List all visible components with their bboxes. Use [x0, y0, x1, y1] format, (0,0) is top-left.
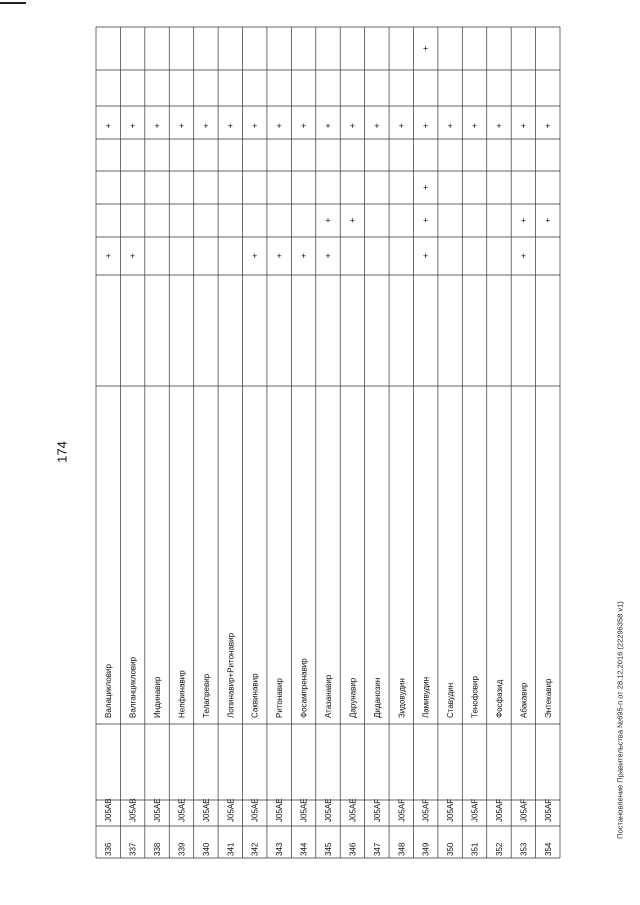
- plus-mark: +: [496, 121, 502, 131]
- drug-name: Телапревир: [201, 673, 211, 718]
- atc-code: J05AF: [372, 798, 382, 822]
- atc-code: J05AE: [177, 798, 187, 822]
- plus-mark: +: [203, 121, 209, 131]
- drug-name: Ставудин: [446, 682, 456, 718]
- row-number: 341: [226, 842, 236, 856]
- plus-mark: +: [520, 121, 527, 131]
- plus-mark: +: [423, 121, 429, 131]
- plus-mark: +: [129, 251, 136, 261]
- drug-name: Индинавир: [153, 676, 163, 718]
- plus-mark: +: [423, 182, 429, 193]
- atc-code: J05AF: [446, 798, 456, 822]
- plus-mark: +: [252, 251, 258, 261]
- atc-code: J05AE: [275, 798, 285, 822]
- plus-mark: +: [447, 121, 453, 131]
- plus-mark: +: [105, 251, 111, 261]
- plus-mark: +: [423, 43, 429, 54]
- row-number: 338: [153, 842, 163, 856]
- row-number: 344: [299, 842, 309, 856]
- atc-code: J05AE: [324, 798, 333, 822]
- atc-code: J05AE: [250, 798, 260, 822]
- row-number: 349: [421, 842, 431, 856]
- drug-name: Валацикловир: [104, 664, 114, 718]
- plus-mark: +: [129, 121, 136, 131]
- plus-mark: +: [471, 121, 478, 131]
- plus-mark: +: [300, 251, 307, 261]
- plus-mark: +: [276, 251, 282, 261]
- row-number: 352: [494, 842, 504, 856]
- atc-code: J05AF: [494, 798, 504, 822]
- atc-code: J05AE: [226, 798, 236, 822]
- atc-code: J05AF: [470, 798, 480, 822]
- atc-code: J05AF: [421, 798, 431, 822]
- row-number: 336: [104, 842, 114, 856]
- plus-mark: +: [325, 121, 331, 131]
- drug-name: Валганцикловир: [128, 656, 138, 718]
- atc-code: J05AF: [543, 798, 553, 822]
- plus-mark: +: [178, 121, 185, 131]
- atc-code: J05AF: [519, 798, 529, 822]
- row-number: 350: [446, 842, 456, 856]
- drug-name: Абакавир: [519, 682, 529, 718]
- row-number: 337: [128, 842, 138, 856]
- drug-name: Ритонавир: [275, 678, 285, 718]
- plus-mark: +: [423, 215, 429, 226]
- plus-mark: +: [520, 251, 527, 261]
- row-number: 347: [372, 842, 382, 856]
- drug-name: Фосампренавир: [299, 658, 309, 718]
- plus-mark: +: [545, 215, 551, 226]
- drug-name: Зидовудин: [397, 678, 407, 718]
- drug-name: Ламивудин: [421, 676, 431, 718]
- drug-name: Дарунавир: [348, 677, 358, 718]
- plus-mark: +: [300, 121, 307, 131]
- plus-mark: +: [325, 215, 331, 226]
- drug-name: Фосфазид: [494, 679, 504, 718]
- page-number: 174: [54, 441, 70, 463]
- atc-code: J05AE: [299, 798, 309, 822]
- row-number: 340: [201, 842, 211, 856]
- row-number: 339: [177, 842, 187, 856]
- row-number: 345: [324, 842, 333, 856]
- plus-mark: +: [349, 215, 356, 226]
- row-number: 353: [519, 842, 529, 856]
- drug-name: Диданозин: [372, 677, 382, 718]
- drug-name: Саквинавир: [250, 673, 260, 718]
- plus-mark: +: [105, 121, 111, 131]
- document-footer: Постановление Правительства №695-п от 28.12.2016 (22296358 v1): [615, 601, 625, 839]
- row-number: 342: [250, 842, 260, 856]
- plus-mark: +: [227, 121, 233, 131]
- atc-code: J05AF: [397, 798, 407, 822]
- atc-code: J05AE: [153, 798, 163, 822]
- plus-mark: +: [374, 121, 380, 131]
- drug-name: Энтекавир: [543, 678, 553, 718]
- plus-mark: +: [520, 215, 527, 226]
- atc-code: J05AB: [104, 798, 114, 822]
- plus-mark: +: [252, 121, 258, 131]
- drug-name: Тенофовир: [470, 676, 480, 718]
- plus-mark: +: [276, 121, 282, 131]
- drug-name: Лопинавир+Ритонавир: [226, 632, 236, 718]
- row-number: 351: [470, 842, 480, 856]
- drug-name: Атазанавир: [324, 674, 333, 718]
- plus-mark: +: [154, 121, 160, 131]
- row-number: 346: [348, 842, 358, 856]
- atc-code: J05AB: [128, 798, 138, 822]
- plus-mark: +: [349, 121, 356, 131]
- row-number: 343: [275, 842, 285, 856]
- atc-code: J05AE: [348, 798, 358, 822]
- plus-mark: +: [398, 121, 404, 131]
- row-number: 354: [543, 842, 553, 856]
- row-number: 348: [397, 842, 407, 856]
- plus-mark: +: [325, 251, 331, 261]
- plus-mark: +: [545, 121, 551, 131]
- plus-mark: +: [423, 251, 429, 261]
- atc-code: J05AE: [201, 798, 211, 822]
- drug-name: Нелфинавир: [177, 670, 187, 718]
